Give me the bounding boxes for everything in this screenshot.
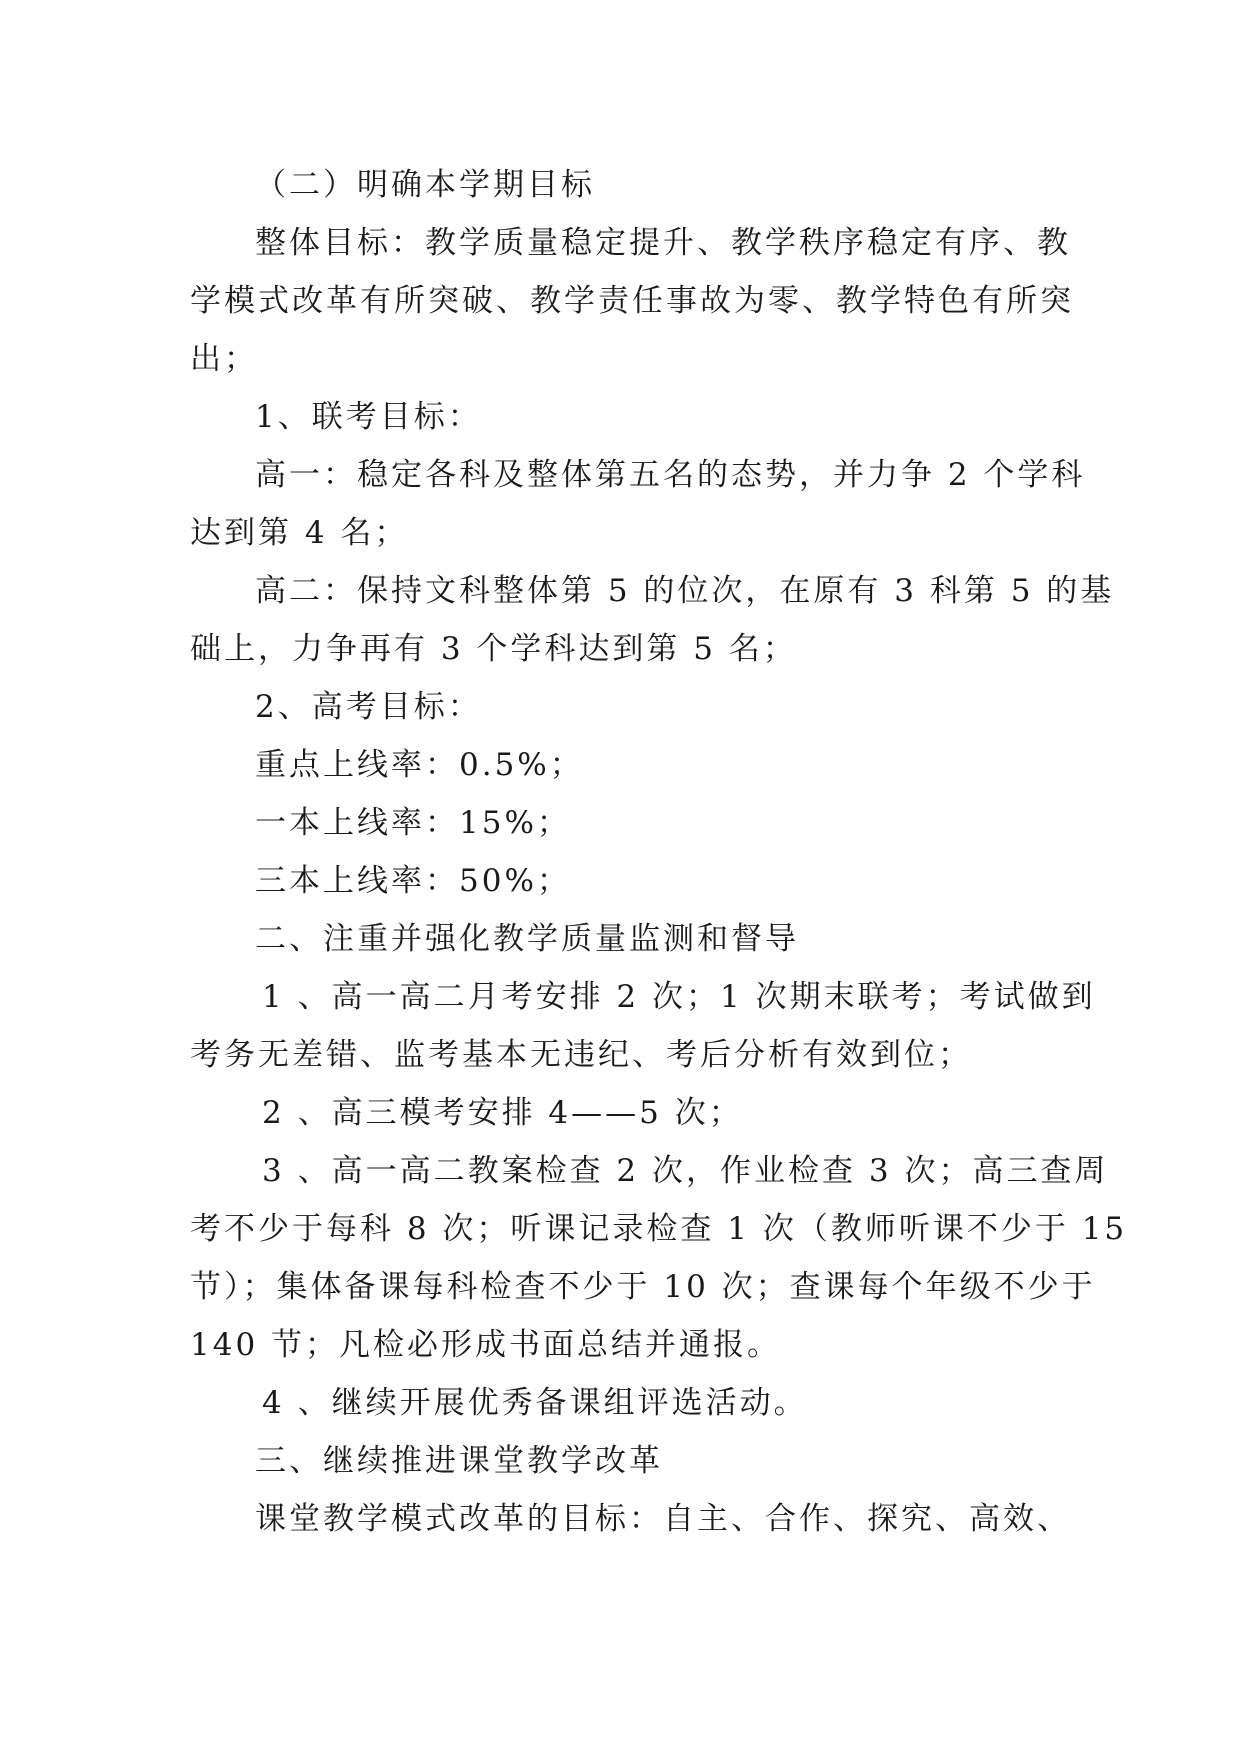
paragraph-line: 考不少于每科 8 次；听课记录检查 1 次（教师听课不少于 15	[190, 1211, 1128, 1247]
paragraph-line: 考务无差错、监考基本无违纪、考后分析有效到位；	[190, 1037, 972, 1073]
list-heading-gaokao: 2、高考目标：	[255, 689, 482, 725]
paragraph-line: 课堂教学模式改革的目标：自主、合作、探究、高效、	[255, 1501, 1071, 1537]
rate-line-tier-one: 一本上线率：15%；	[255, 805, 571, 841]
paragraph-line: 高二：保持文科整体第 5 的位次，在原有 3 科第 5 的基	[255, 573, 1115, 609]
rate-line-tier-three: 三本上线率：50%；	[255, 863, 571, 899]
paragraph-line: 高一：稳定各科及整体第五名的态势，并力争 2 个学科	[255, 457, 1086, 493]
paragraph-line: 出；	[190, 341, 258, 377]
paragraph-line: 1 、高一高二月考安排 2 次；1 次期末联考；考试做到	[262, 979, 1096, 1015]
paragraph-line: 140 节；凡检必形成书面总结并通报。	[190, 1327, 782, 1363]
section-heading-quality-monitoring: 二、注重并强化教学质量监测和督导	[255, 921, 799, 957]
paragraph-line: 达到第 4 名；	[190, 515, 409, 551]
section-heading-classroom-reform: 三、继续推进课堂教学改革	[255, 1443, 663, 1479]
paragraph-line: 2 、高三模考安排 4——5 次；	[262, 1095, 743, 1131]
paragraph-line: 节）；集体备课每科检查不少于 10 次；查课每个年级不少于	[190, 1269, 1096, 1305]
rate-line-key: 重点上线率：0.5%；	[255, 747, 584, 783]
list-heading-joint-exam: 1、联考目标：	[255, 399, 482, 435]
paragraph-line: 整体目标：教学质量稳定提升、教学秩序稳定有序、教	[255, 225, 1071, 261]
paragraph-line: 3 、高一高二教案检查 2 次，作业检查 3 次；高三查周	[262, 1153, 1109, 1189]
paragraph-line: 学模式改革有所突破、教学责任事故为零、教学特色有所突	[190, 283, 1074, 319]
paragraph-line: 础上，力争再有 3 个学科达到第 5 名；	[190, 631, 797, 667]
paragraph-line: 4 、继续开展优秀备课组评选活动。	[262, 1385, 808, 1421]
section-heading-semester-goals: （二）明确本学期目标	[255, 167, 595, 203]
